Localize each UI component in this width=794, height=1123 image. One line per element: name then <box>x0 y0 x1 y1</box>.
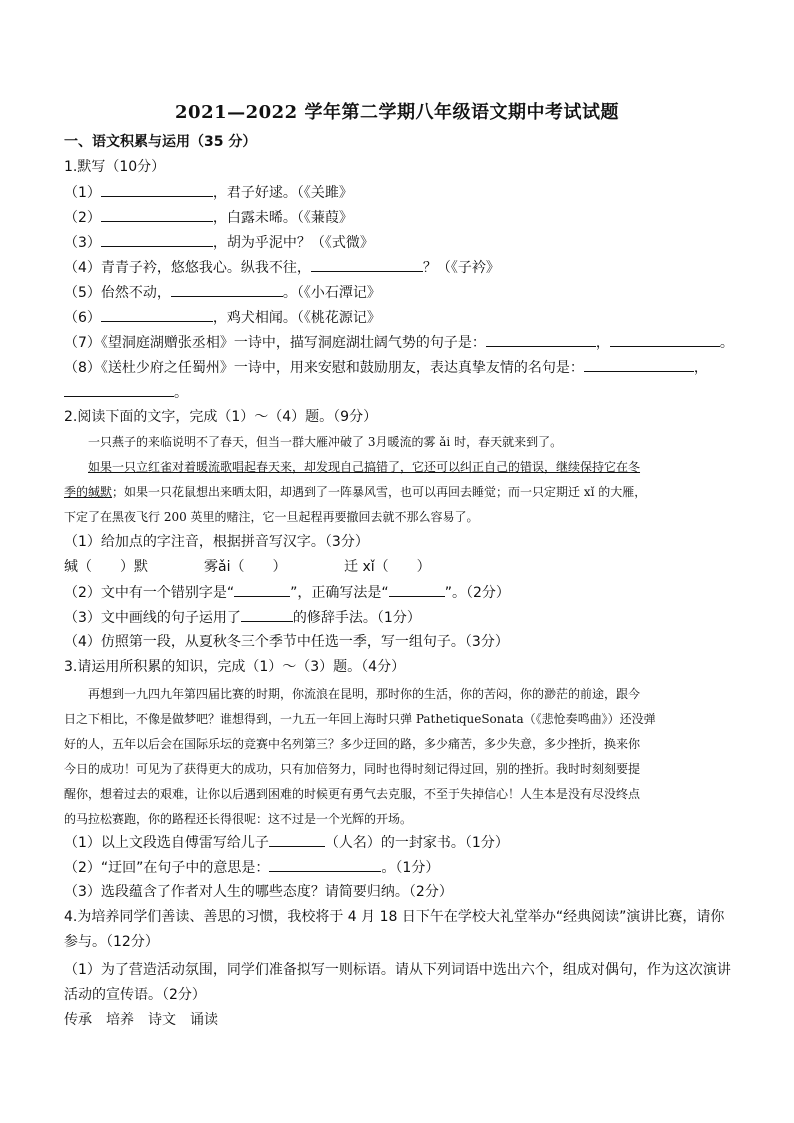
q1-item-4: （4）青青子衿，悠悠我心。纵我不往， ？（《子衿》 <box>64 257 500 278</box>
q3-sub-2: （2）“迂回”在句子中的意思是： 。（1分） <box>64 857 439 878</box>
q1-item-2: （2） ，白露未晞。（《蒹葭》 <box>64 207 353 228</box>
q2-paragraph-2-line-3: 下定了在黑夜飞行 200 英里的赌注，它一旦起程再要撤回去就不那么容易了。 <box>64 510 479 524</box>
q4-heading-cont: 参与。（12分） <box>64 934 159 950</box>
q1-item-8: （8）《送杜少府之任蜀州》一诗中，用来安慰和鼓励朋友，表达真挚友情的名句是： ， <box>64 357 708 378</box>
q1-item-6: （6） ，鸡犬相闻。（《桃花源记》 <box>64 307 381 328</box>
q2-sub-3: （3）文中画线的句子运用了 的修辞手法。（1分） <box>64 607 421 628</box>
q2-sub-2: （2）文中有一个错别字是“ ”，正确写法是“ ”。（2分） <box>64 582 510 603</box>
q3-sub-1: （1）以上文段选自傅雷写给儿子 （人名）的一封家书。（1分） <box>64 832 509 853</box>
q2-sub-4: （4）仿照第一段，从夏秋冬三个季节中任选一季，写一组句子。（3分） <box>64 634 509 650</box>
q3-passage-line: 日之下相比，不像是做梦吧？谁想得到，一九五一年回上海时只弹 PathetiqueSonata（《悲怆奏鸣曲》）还没弹 <box>64 712 656 726</box>
q3-passage-line: 再想到一九四九年第四届比赛的时期，你流浪在昆明，那时你的生活，你的苦闷，你的渺茫的前途，跟今 <box>88 687 641 701</box>
q3-sub-3: （3）选段蕴含了作者对人生的哪些态度？请简要归纳。（2分） <box>64 884 453 900</box>
q2-paragraph-2-line-2: 季的缄默；如果一只花鼠想出来晒太阳，却遇到了一阵暴风雪，也可以再回去睡觉；而一只定期迁 xǐ 的大雁， <box>64 485 647 499</box>
q4-sub-1: （1）为了营造活动氛围，同学们准备拟写一则标语。请从下列词语中选出六个，组成对偶句，作为这次演讲 <box>64 962 731 978</box>
q3-passage-line: 的马拉松赛跑，你的路程还长得很呢：这不过是一个光辉的开场。 <box>64 812 413 826</box>
section-heading: 一、语文积累与运用（35 分） <box>64 134 257 150</box>
q4-sub-1-cont: 活动的宣传语。（2分） <box>64 987 206 1003</box>
q2-underlined-sentence: 如果一只立红雀对着暖流歌唱起春天来，却发现自己搞错了，它还可以纠正自己的错误，继续保持它在冬 <box>88 460 641 474</box>
q2-heading: 2.阅读下面的文字，完成（1）～（4）题。（9分） <box>64 409 378 425</box>
q4-word-list: 传承 培养 诗文 诵读 <box>64 1012 218 1028</box>
q1-item-3: （3） ，胡为乎泥中？（《式微》 <box>64 232 374 253</box>
q2-paragraph-1: 一只燕子的来临说明不了春天，但当一群大雁冲破了 3月暖流的雾 ǎi 时，春天就来到了。 <box>88 435 563 449</box>
q3-passage-line: 醒你，想着过去的艰难，让你以后遇到困难的时候更有勇气去克服，不至于失掉信心！人生本是没有尽没终点 <box>64 787 641 801</box>
q1-item-7: （7）《望洞庭湖赠张丞相》一诗中，描写洞庭湖壮阔气势的句子是： ， 。 <box>64 332 734 353</box>
exam-page: 2021—2022 学年第二学期八年级语文期中考试试题 一、语文积累与运用（35 分） 1.默写（10分） （1） ，君子好逑。（《关雎》 （2） ，白露未晞。（《蒹葭》 （3） ，胡为乎泥中？（《式微》 （4）青青子衿，悠悠我心。纵我不往， ？（《子衿》 （5）佁然不动， 。（《小石潭记》 （6） ，鸡犬相闻。（《桃花源记》 （7）《望洞庭湖赠张丞相》一诗中，描写洞庭湖壮阔气势的句子是： ， 。 （8）《送杜少府之任蜀州》一诗中，用来安慰和鼓励朋友，表达真挚友情的名句是： ， 。 2.阅读下面的文字，完成（1）～（4）题。（9分） 一只燕子的来临说明不了春天，但当一群大雁冲破了 3月暖流的雾 ǎi 时，春天就来到了。 如果一只立红雀对着暖流歌唱起春天来，却发现自己搞错了，它还可以纠正自己的错误，继续保持它在冬 季的缄默；如果一只花鼠想出来晒太阳，却遇到了一阵暴风雪，也可以再回去睡觉；而一只定期迁 xǐ 的大雁， 下定了在黑夜飞行 200 英里的赌注，它一旦起程再要撤回去就不那么容易了。 （1）给加点的字注音，根据拼音写汉字。（3分） 缄（ ）默 雾ǎi（ ） 迁 xǐ（ ） （2）文中有一个错别字是“ ”，正确写法是“ ”。（2分） （3）文中画线的句子运用了 的修辞手法。（1分） （4）仿照第一段，从夏秋冬三个季节中任选一季，写一组句子。（3分） 3.请运用所积累的知识，完成（1）～（3）题。（4分） 再想到一九四九年第四届比赛的时期，你流浪在昆明，那时你的生活，你的苦闷，你的渺茫的前途，跟今 日之下相比，不像是做梦吧？谁想得到，一九五一年回上海时只弹 PathetiqueSonata（《悲怆奏鸣曲》）还没弹 好的人，五年以后会在国际乐坛的竞赛中名列第三？多少迂回的路，多少痛苦，多少失意，多少挫折，换来你 今日的成功！可见为了获得更大的成功，只有加倍努力，同时也得时刻记得过回，别的挫折。我时时刻刻要提 醒你，想着过去的艰难，让你以后遇到困难的时候更有勇气去克服，不至于失掉信心！人生本是没有尽没终点 的马拉松赛跑，你的路程还长得很呢：这不过是一个光辉的开场。 （1）以上文段选自傅雷写给儿子 （人名）的一封家书。（1分） （2）“迂回”在句子中的意思是： 。（1分） （3）选段蕴含了作者对人生的哪些态度？请简要归纳。（2分） 4.为培养同学们善读、善思的习惯，我校将于 4 月 18 日下午在学校大礼堂举办“经典阅读”演讲比赛，请你 参与。（12分） （1）为了营造活动氛围，同学们准备拟写一则标语。请从下列词语中选出六个，组成对偶句，作为这次演讲 活动的宣传语。（2分） 传承 培养 诗文 诵读 <box>0 0 794 1123</box>
q1-heading: 1.默写（10分） <box>64 159 166 175</box>
q3-passage-line: 今日的成功！可见为了获得更大的成功，只有加倍努力，同时也得时刻记得过回，别的挫折。我时时刻刻要提 <box>64 762 641 776</box>
q1-item-8-cont: 。 <box>64 382 188 403</box>
q3-heading: 3.请运用所积累的知识，完成（1）～（3）题。（4分） <box>64 659 406 675</box>
q1-item-1: （1） ，君子好逑。（《关雎》 <box>64 182 353 203</box>
q3-passage-line: 好的人，五年以后会在国际乐坛的竞赛中名列第三？多少迂回的路，多少痛苦，多少失意，多少挫折，换来你 <box>64 737 641 751</box>
q4-heading: 4.为培养同学们善读、善思的习惯，我校将于 4 月 18 日下午在学校大礼堂举办“经典阅读”演讲比赛，请你 <box>64 909 725 925</box>
q1-item-5: （5）佁然不动， 。（《小石潭记》 <box>64 282 381 303</box>
page-title: 2021—2022 学年第二学期八年级语文期中考试试题 <box>175 102 619 123</box>
q2-sub-1: （1）给加点的字注音，根据拼音写汉字。（3分） <box>64 534 369 550</box>
